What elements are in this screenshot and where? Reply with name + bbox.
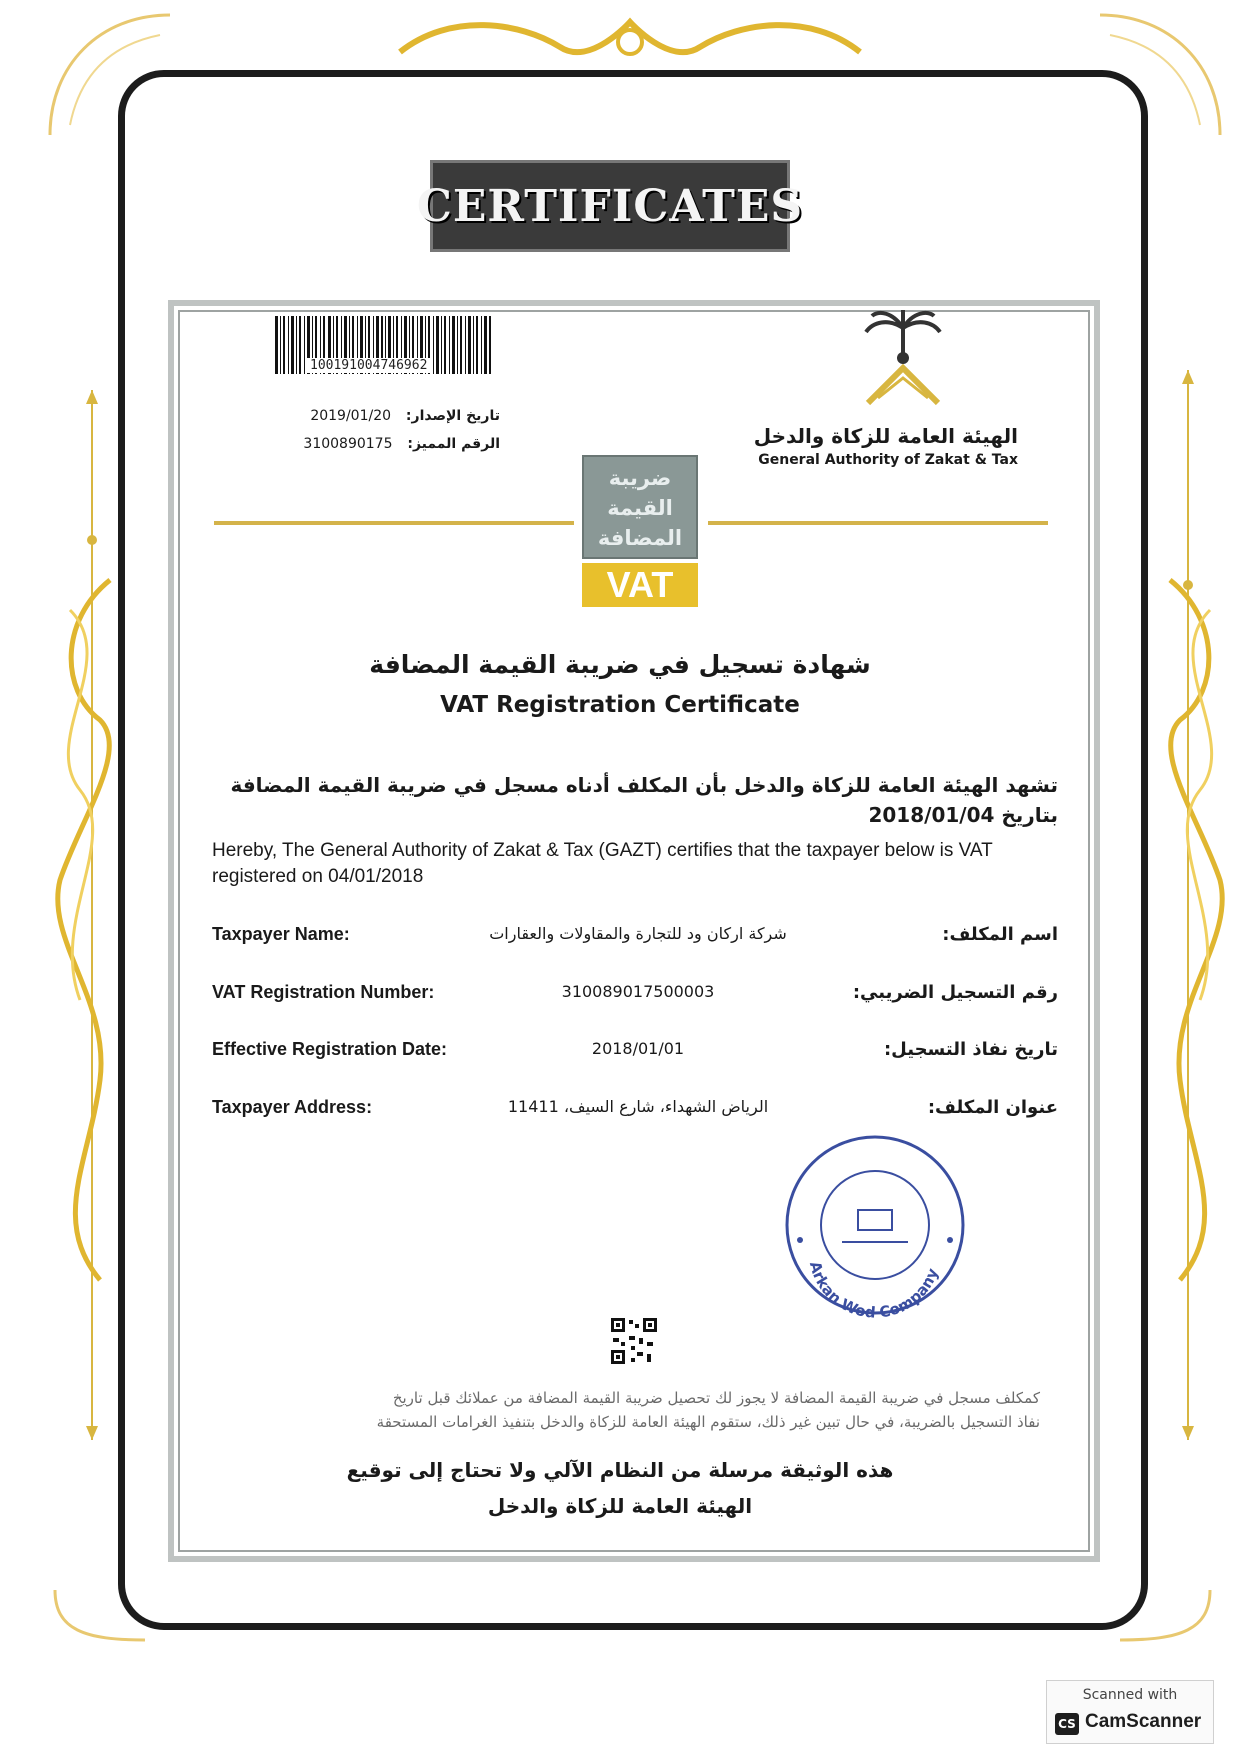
top-ornament [390,12,870,72]
company-stamp [780,1130,970,1320]
gold-rule-left [214,521,574,525]
svg-text:Arkan Wod Company [806,1259,942,1320]
qr-code [609,1316,659,1366]
stamp-arc-text: Arkan Wod Company [805,1259,942,1320]
vat-logo [582,455,698,607]
vat-logo-arabic: ضريبة القيمة المضافة [582,455,698,559]
issue-date-value: 2019/01/20 [310,408,392,424]
intro-text-en: Hereby, The General Authority of Zakat & Tax (GAZT) certifies that the taxpayer below is VAT registered on 04/01/2018 [212,840,993,887]
reference-value: 3100890175 [303,436,393,452]
gold-rule-right [708,521,1048,525]
effective-date-value: 2018/01/01 [591,1039,685,1058]
issue-date-line [310,408,500,424]
certificates-banner [416,160,804,252]
gazt-palm-logo [858,308,948,408]
notice-line2: نفاذ التسجيل بالضريبة، في حال تبين غير ذلك، ستقوم الهيئة العامة للزكاة والدخل بتنفيذ الغرامات المستحقة [376,1413,1040,1431]
notice-text [200,1386,1040,1434]
address-label-en: Taxpayer Address: [212,1097,373,1117]
authority-name-ar: الهيئة العامة للزكاة والدخل [753,424,1018,448]
notice-line1: كمكلف مسجل في ضريبة القيمة المضافة لا يجوز لك تحصيل ضريبة القيمة المضافة من عملائك قبل تاريخ [392,1389,1040,1407]
effective-date-label-ar: تاريخ نفاذ التسجيل: [883,1039,1058,1060]
camscanner-caption: Scanned with [1082,1687,1178,1703]
certificate-title-ar: شهادة تسجيل في ضريبة القيمة المضافة [369,650,871,679]
footer-note: هذه الوثيقة مرسلة من النظام الآلي ولا تحتاج إلى توقيع [346,1458,894,1482]
intro-text-ar [178,770,1058,830]
left-ornament [40,360,130,1460]
address-value: الرياض الشهداء، شارع السيف، 11411 [507,1097,769,1116]
intro-ar-line2: بتاريخ 2018/01/04 [868,803,1058,827]
intro-ar-line1: تشهد الهيئة العامة للزكاة والدخل بأن المكلف أدناه مسجل في ضريبة القيمة المضافة [230,773,1058,797]
right-ornament [1150,360,1240,1460]
camscanner-logo-icon: CS [1055,1713,1079,1735]
issue-date-label: تاريخ الإصدار: [405,408,500,424]
address-label-ar: عنوان المكلف: [927,1097,1058,1118]
barcode-number: 10019100474696​2 [307,358,430,373]
vat-number-label-en: VAT Registration Number: [212,982,435,1002]
footer-authority: الهيئة العامة للزكاة والدخل [487,1494,753,1518]
banner-title: CERTIFICATES [416,180,804,232]
certificate-title-en: VAT Registration Certificate [440,692,800,718]
effective-date-label-en: Effective Registration Date: [212,1039,448,1059]
vat-logo-english: VAT [582,563,698,607]
taxpayer-name-label-ar: اسم المكلف: [942,924,1058,945]
reference-line [303,436,500,452]
authority-name-en: General Authority of Zakat & Tax [758,452,1018,468]
vat-number-label-ar: رقم التسجيل الضريبي: [852,982,1058,1003]
camscanner-watermark [1046,1680,1214,1744]
taxpayer-name-value: شركة اركان ود للتجارة والمقاولات والعقارات [489,924,787,943]
camscanner-name: CamScanner [1085,1711,1202,1732]
vat-number-value: 310089017500003 [561,982,715,1001]
taxpayer-name-label-en: Taxpayer Name: [212,924,350,944]
reference-label: الرقم المميز: [407,436,500,452]
